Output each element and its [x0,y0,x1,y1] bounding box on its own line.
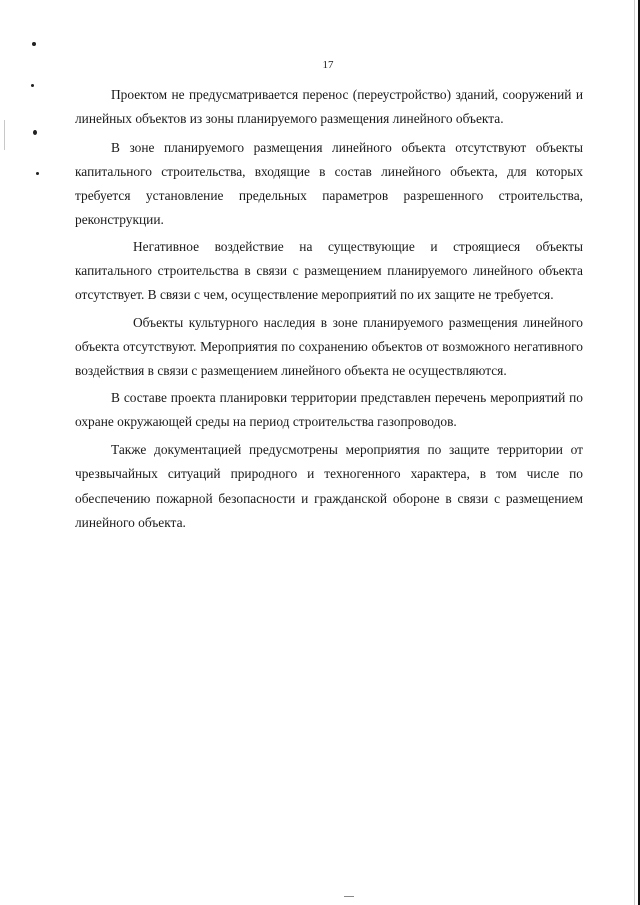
paragraph-emergency: Также документацией предусмотрены мероприятия по защите территории от чрезвычайных ситуаций природного и техногенного характера, в том числе по обеспечению пожарной безопасности и гражданской обороне в связи с размещением линейного объекта. [75,442,583,531]
scan-page-edge-inner [634,0,635,905]
paragraph-relocation: Проектом не предусматривается перенос (переустройство) зданий, сооружений и линейных объектов из зоны планируемого размещения линейного объекта. [75,87,583,127]
scan-artifact-line [4,120,5,150]
paragraph-capital-objects: В зоне планируемого размещения линейного объекта отсутствуют объекты капитального строительства, входящие в состав линейного объекта, для которых требуется установление предельных параметров разрешенного строительства, реконструкции. [75,139,583,228]
page-number: 17 [322,59,334,71]
scan-artifact-dot [36,172,39,175]
scan-artifact-dot [31,84,34,87]
paragraph-negative-impact: Негативное воздействие на существующие и строящиеся объекты капитального строительства в связи с размещением планируемого линейного объекта отсутствует. В связи с чем, осуществление мероприятий по их защите не требуется. [75,238,583,303]
paragraph-cultural-heritage: Объекты культурного наследия в зоне планируемого размещения линейного объекта отсутствуют. Мероприятия по сохранению объектов от возможного негативного воздействия в связи с размещением линейного объекта не осуществляются. [75,314,583,379]
scan-artifact-dot [32,42,36,46]
scan-artifact-dot [33,130,37,135]
scan-artifact-tick [344,896,354,897]
paragraph-environment: В составе проекта планировки территории представлен перечень мероприятий по охране окружающей среды на период строительства газопроводов. [75,389,583,429]
body-text [75,83,583,535]
